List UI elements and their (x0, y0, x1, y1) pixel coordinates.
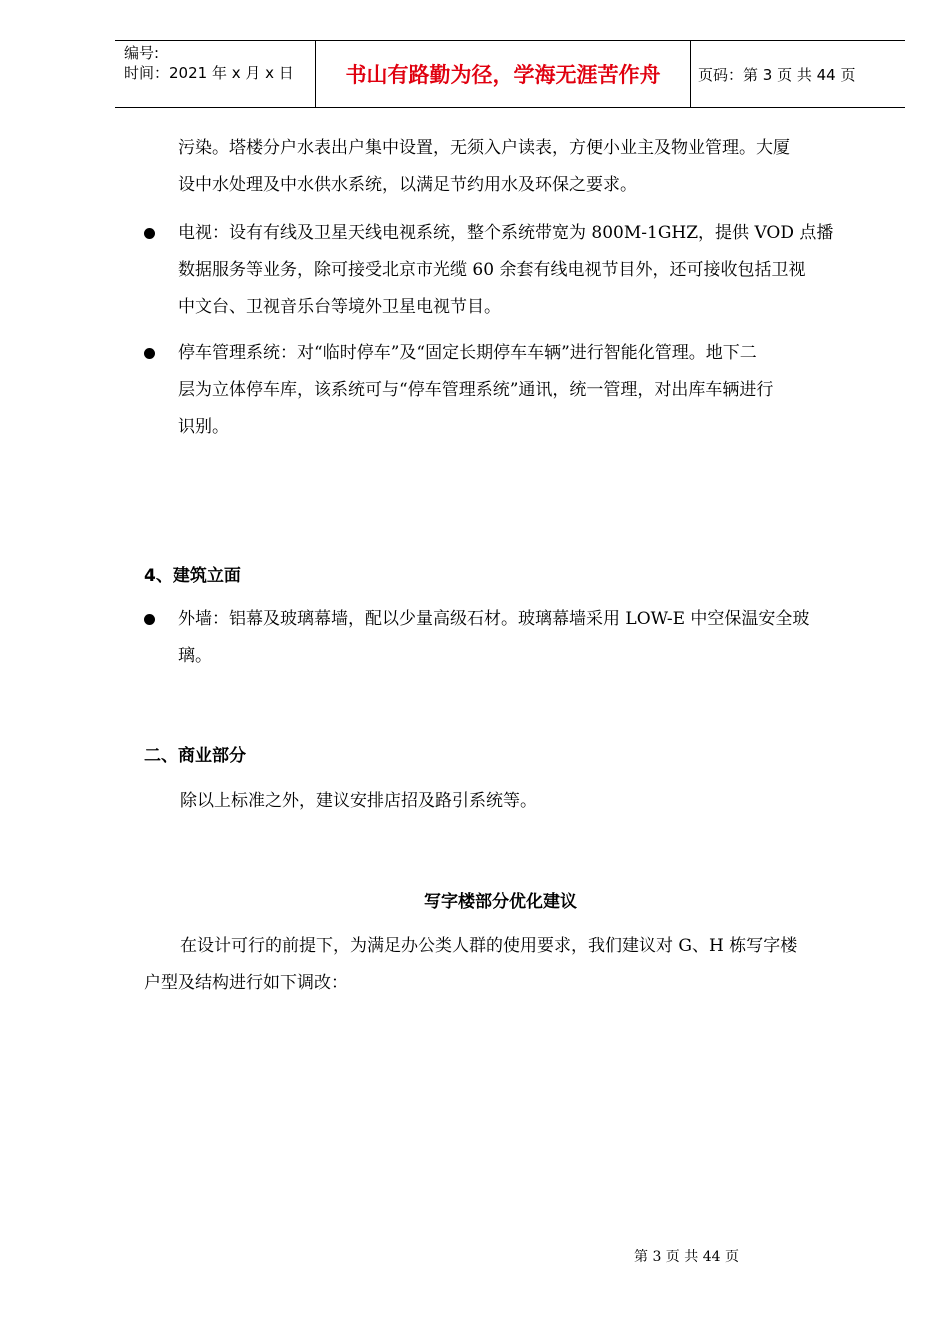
page-header (115, 40, 905, 108)
paragraph-tv-line-2: 数据服务等业务，除可接受北京市光缆 60 余套有线电视节目外，还可接收包括卫视 (178, 260, 806, 280)
paragraph-parking-line-1: 停车管理系统：对“临时停车”及“固定长期停车车辆”进行智能化管理。地下二 (178, 343, 757, 363)
page-footer: 第 3 页 共 44 页 (634, 1249, 739, 1265)
header-motto: 书山有路勤为径，学海无涯苦作舟 (315, 41, 691, 107)
bullet-icon (144, 348, 155, 359)
paragraph-wall-line-1: 外墙：铝幕及玻璃幕墙，配以少量高级石材。玻璃幕墙采用 LOW-E 中空保温安全玻 (178, 609, 810, 629)
paragraph-tv-line-1: 电视：设有有线及卫星天线电视系统，整个系统带宽为 800M-1GHZ，提供 VOD 点播 (178, 223, 834, 243)
bullet-icon (144, 614, 155, 625)
paragraph-parking-line-3: 识别。 (178, 417, 229, 437)
heading-facade: 4、建筑立面 (144, 566, 241, 586)
time-label: 时间：2021 年 x 月 x 日 (124, 64, 294, 82)
paragraph-tv-line-3: 中文台、卫视音乐台等境外卫星电视节目。 (178, 297, 501, 317)
paragraph-office-line-2: 户型及结构进行如下调改： (144, 973, 348, 993)
paragraph-water-line-2: 设中水处理及中水供水系统，以满足节约用水及环保之要求。 (178, 175, 637, 195)
section-title-office: 写字楼部分优化建议 (424, 892, 577, 912)
header-meta (115, 41, 315, 107)
heading-commercial: 二、商业部分 (144, 746, 246, 766)
header-page-info: 页码：第 3 页 共 44 页 (698, 65, 856, 84)
number-label: 编号: (124, 44, 160, 62)
paragraph-office-line-1: 在设计可行的前提下，为满足办公类人群的使用要求，我们建议对 G、H 栋写字楼 (180, 936, 798, 956)
bullet-icon (144, 228, 155, 239)
paragraph-commercial: 除以上标准之外，建议安排店招及路引系统等。 (180, 791, 537, 811)
paragraph-water-line-1: 污染。塔楼分户水表出户集中设置，无须入户读表，方便小业主及物业管理。大厦 (178, 138, 790, 158)
paragraph-parking-line-2: 层为立体停车库，该系统可与“停车管理系统”通讯，统一管理，对出库车辆进行 (178, 380, 774, 400)
paragraph-wall-line-2: 璃。 (178, 646, 212, 666)
